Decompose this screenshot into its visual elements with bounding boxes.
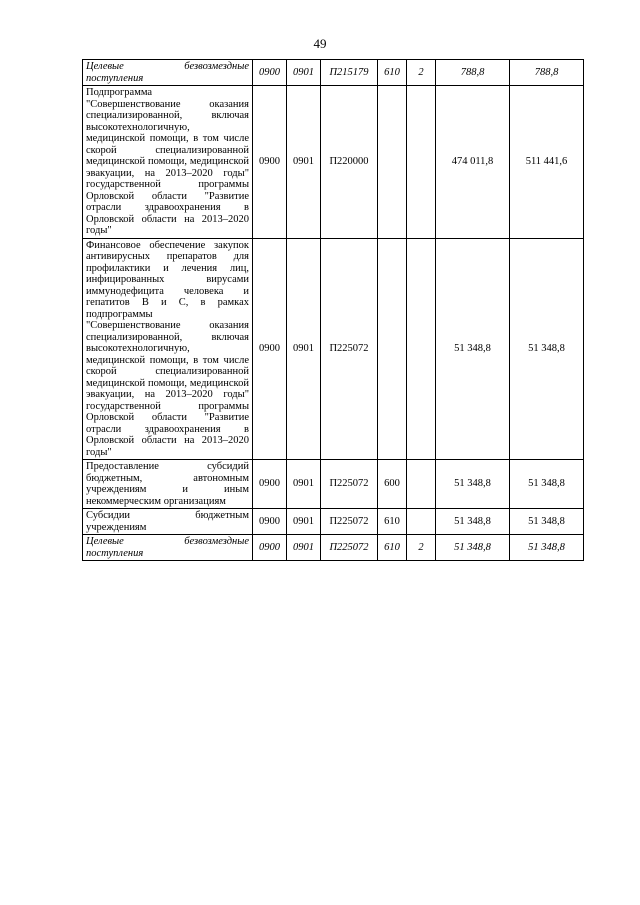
row-description: Предоставление субсидий бюджетным, автономным учреждениям и иным некоммерческим организациям xyxy=(83,460,253,509)
amount-year-1: 51 348,8 xyxy=(436,460,510,509)
source-code xyxy=(407,509,436,535)
amount-year-1: 51 348,8 xyxy=(436,509,510,535)
subsection-code: 0901 xyxy=(287,460,321,509)
expense-type-code: 610 xyxy=(378,509,407,535)
subsection-code: 0901 xyxy=(287,238,321,460)
expense-type-code xyxy=(378,86,407,239)
row-description: Целевые безвозмездные поступления xyxy=(83,60,253,86)
amount-year-2: 788,8 xyxy=(510,60,584,86)
subsection-code: 0901 xyxy=(287,86,321,239)
table-row xyxy=(83,509,584,535)
budget-table xyxy=(82,59,584,561)
amount-year-2: 51 348,8 xyxy=(510,535,584,561)
expense-type-code: 600 xyxy=(378,460,407,509)
page-number: 49 xyxy=(313,36,327,51)
target-code: П215179 xyxy=(321,60,378,86)
table-row xyxy=(83,460,584,509)
section-code: 0900 xyxy=(253,86,287,239)
table-row xyxy=(83,535,584,561)
target-code: П225072 xyxy=(321,535,378,561)
row-description: Финансовое обеспечение закупок антивирусных препаратов для профилактики и лечения лиц, инфицированных вирусами иммунодефицита человека и гепатитов В и С, в рамках подпрограммы "Совершенствование оказания специализированной, включая высокотехнологичную, медицинской помощи, в том числе скорой специализированной медицинской помощи, медицинской эвакуации, на 2013–2020 годы" государственной программы Орловской области "Развитие отрасли здравоохранения в Орловской области на 2013–2020 годы" xyxy=(83,238,253,460)
section-code: 0900 xyxy=(253,535,287,561)
source-code xyxy=(407,460,436,509)
source-code xyxy=(407,238,436,460)
amount-year-1: 474 011,8 xyxy=(436,86,510,239)
expense-type-code xyxy=(378,238,407,460)
table-row xyxy=(83,86,584,239)
table-row xyxy=(83,238,584,460)
target-code: П225072 xyxy=(321,509,378,535)
section-code: 0900 xyxy=(253,509,287,535)
target-code: П220000 xyxy=(321,86,378,239)
amount-year-2: 51 348,8 xyxy=(510,509,584,535)
section-code: 0900 xyxy=(253,238,287,460)
table-row xyxy=(83,60,584,86)
source-code: 2 xyxy=(407,60,436,86)
amount-year-2: 511 441,6 xyxy=(510,86,584,239)
expense-type-code: 610 xyxy=(378,60,407,86)
target-code: П225072 xyxy=(321,238,378,460)
amount-year-1: 51 348,8 xyxy=(436,535,510,561)
target-code: П225072 xyxy=(321,460,378,509)
expense-type-code: 610 xyxy=(378,535,407,561)
amount-year-2: 51 348,8 xyxy=(510,238,584,460)
section-code: 0900 xyxy=(253,460,287,509)
row-description: Целевые безвозмездные поступления xyxy=(83,535,253,561)
source-code: 2 xyxy=(407,535,436,561)
amount-year-1: 51 348,8 xyxy=(436,238,510,460)
subsection-code: 0901 xyxy=(287,535,321,561)
row-description: Субсидии бюджетным учреждениям xyxy=(83,509,253,535)
source-code xyxy=(407,86,436,239)
row-description: Подпрограмма "Совершенствование оказания специализированной, включая высокотехнологичную, медицинской помощи, в том числе скорой специализированной медицинской помощи, медицинской эвакуации, на 2013–2020 годы" государственной программы Орловской области "Развитие отрасли здравоохранения в Орловской области на 2013–2020 годы" xyxy=(83,86,253,239)
amount-year-1: 788,8 xyxy=(436,60,510,86)
amount-year-2: 51 348,8 xyxy=(510,460,584,509)
subsection-code: 0901 xyxy=(287,509,321,535)
subsection-code: 0901 xyxy=(287,60,321,86)
section-code: 0900 xyxy=(253,60,287,86)
